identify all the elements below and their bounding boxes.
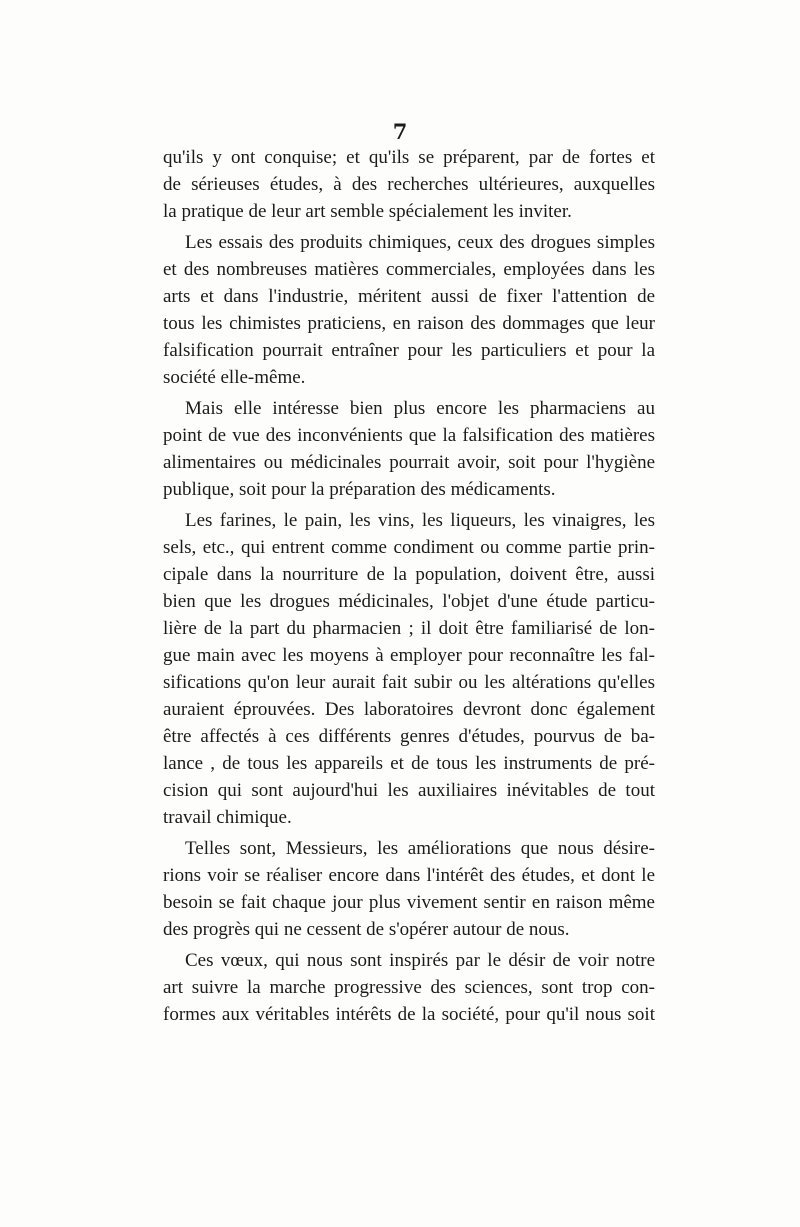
text-line: Les essais des produits chimiques, ceux des drogues simples <box>185 232 655 253</box>
text-line: Les farines, le pain, les vins, les liqueurs, les vinaigres, les <box>185 510 655 531</box>
text-line: besoin se fait chaque jour plus vivement sentir en raison même <box>163 892 655 913</box>
text-line: publique, soit pour la préparation des médicaments. <box>163 479 556 500</box>
paragraph <box>163 229 655 391</box>
text-line: travail chimique. <box>163 807 292 828</box>
text-line: sels, etc., qui entrent comme condiment ou comme partie prin- <box>163 537 655 558</box>
text-line: société elle-même. <box>163 367 306 388</box>
text-line: tous les chimistes praticiens, en raison des dommages que leur <box>163 313 655 334</box>
text-line: cision qui sont aujourd'hui les auxiliaires inévitables de tout <box>163 780 655 801</box>
text-line: auraient éprouvées. Des laboratoires devront donc également <box>163 699 655 720</box>
page-number: 7 <box>392 119 408 144</box>
text-line: de sérieuses études, à des recherches ultérieures, auxquelles <box>163 174 655 195</box>
paragraph <box>163 947 655 1028</box>
text-line: rions voir se réaliser encore dans l'intérêt des études, et dont le <box>163 865 655 886</box>
text-line: lière de la part du pharmacien ; il doit être familiarisé de lon- <box>163 618 655 639</box>
text-line: Telles sont, Messieurs, les améliorations que nous désire- <box>185 838 655 859</box>
text-line: point de vue des inconvénients que la falsification des matières <box>163 425 655 446</box>
paragraph <box>163 144 655 225</box>
paragraph <box>163 507 655 831</box>
paragraph <box>163 395 655 503</box>
text-line: la pratique de leur art semble spécialement les inviter. <box>163 201 572 222</box>
page-body <box>163 144 655 1028</box>
text-line: falsification pourrait entraîner pour les particuliers et pour la <box>163 340 655 361</box>
text-line: lance , de tous les appareils et de tous les instruments de pré- <box>163 753 655 774</box>
paragraph <box>163 835 655 943</box>
text-line: bien que les drogues médicinales, l'objet d'une étude particu- <box>163 591 655 612</box>
text-line: gue main avec les moyens à employer pour reconnaître les fal- <box>163 645 655 666</box>
text-line: être affectés à ces différents genres d'études, pourvus de ba- <box>163 726 655 747</box>
text-line: des progrès qui ne cessent de s'opérer autour de nous. <box>163 919 570 940</box>
text-line: art suivre la marche progressive des sciences, sont trop con- <box>163 977 655 998</box>
text-line: arts et dans l'industrie, méritent aussi de fixer l'attention de <box>163 286 655 307</box>
text-line: et des nombreuses matières commerciales, employées dans les <box>163 259 655 280</box>
text-line: Mais elle intéresse bien plus encore les pharmaciens au <box>185 398 655 419</box>
text-line: cipale dans la nourriture de la population, doivent être, aussi <box>163 564 655 585</box>
text-line: qu'ils y ont conquise; et qu'ils se préparent, par de fortes et <box>163 147 655 168</box>
text-line: sifications qu'on leur aurait fait subir ou les altérations qu'elles <box>163 672 655 693</box>
text-line: formes aux véritables intérêts de la société, pour qu'il nous soit <box>163 1004 655 1025</box>
text-line: Ces vœux, qui nous sont inspirés par le désir de voir notre <box>185 950 655 971</box>
text-line: alimentaires ou médicinales pourrait avoir, soit pour l'hygiène <box>163 452 655 473</box>
